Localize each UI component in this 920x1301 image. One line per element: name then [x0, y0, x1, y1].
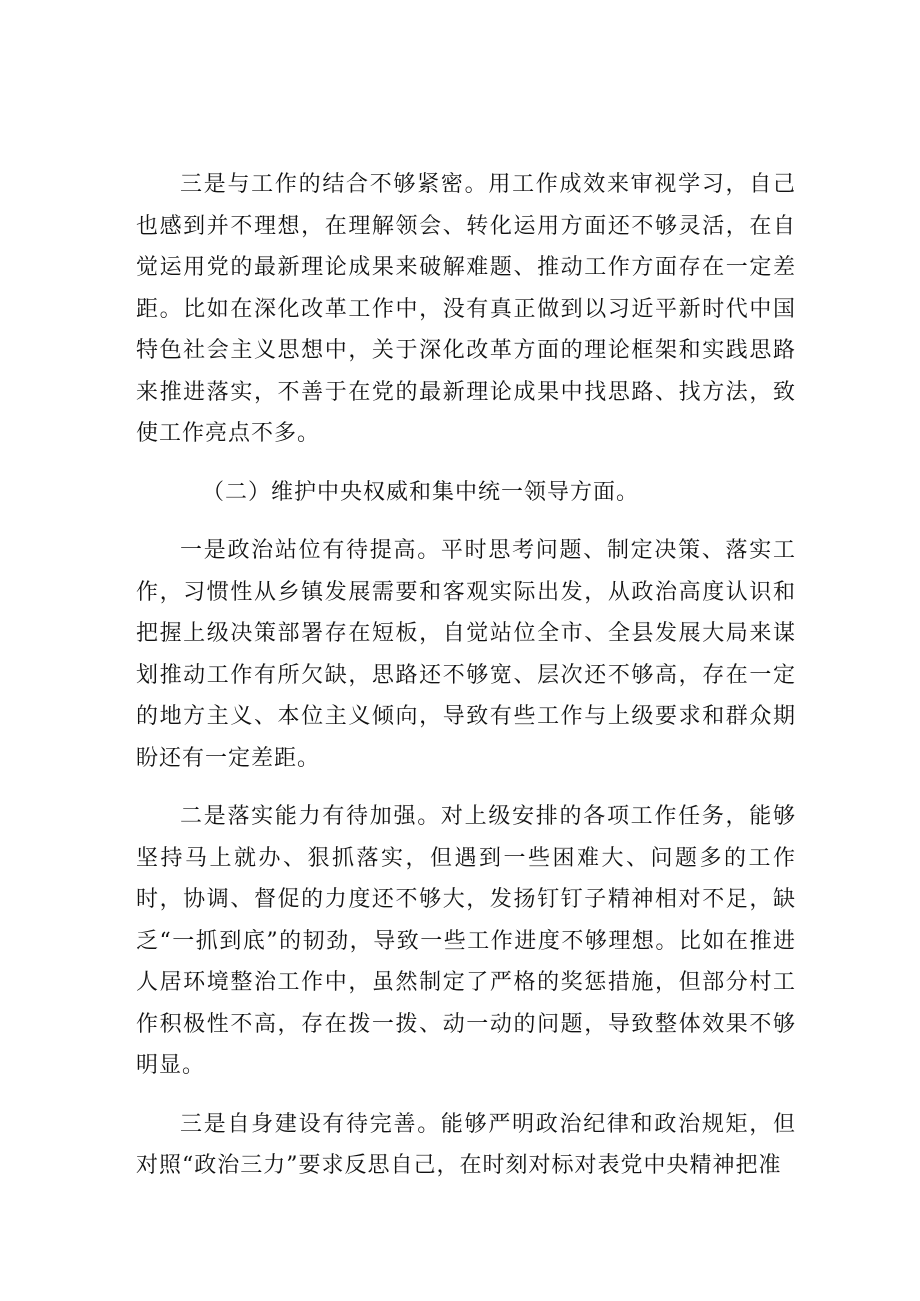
section-heading-central-authority: （二）维护中央权威和集中统一领导方面。 — [202, 479, 640, 505]
paragraph-implementation-ability: 二是落实能力有待加强。对上级安排的各项工作任务，能够坚持马上就办、狠抓落实，但遇到一些困难大、问题多的工作时，协调、督促的力度还不够大，发扬钉钉子精神相对不足，缺乏“一抓到底”的韧劲，导致一些工作进度不够理想。比如在推进人居环境整治工作中，虽然制定了严格的奖惩措施，但部分村工作积极性不高，存在拨一拨、动一动的问题，导致整体效果不够明显。 — [136, 804, 796, 1078]
paragraph-integration-with-work: 三是与工作的结合不够紧密。用工作成效来审视学习，自己也感到并不理想，在理解领会、转化运用方面还不够灵活，在自觉运用党的最新理论成果来破解难题、推动工作方面存在一定差距。比如在深化改革工作中，没有真正做到以习近平新时代中国特色社会主义思想中，关于深化改革方面的理论框架和实践思路来推进落实，不善于在党的最新理论成果中找思路、找方法，致使工作亮点不多。 — [136, 172, 796, 446]
paragraph-political-stance: 一是政治站位有待提高。平时思考问题、制定决策、落实工作，习惯性从乡镇发展需要和客观实际出发，从政治高度认识和把握上级决策部署存在短板，自觉站位全市、全县发展大局来谋划推动工作有所欠缺，思路还不够宽、层次还不够高，存在一定的地方主义、本位主义倾向，导致有些工作与上级要求和群众期盼还有一定差距。 — [136, 538, 796, 771]
paragraph-self-development: 三是自身建设有待完善。能够严明政治纪律和政治规矩，但对照“政治三力”要求反思自己，在时刻对标对表党中央精神把准 — [136, 1111, 796, 1178]
document-body — [136, 164, 796, 1187]
